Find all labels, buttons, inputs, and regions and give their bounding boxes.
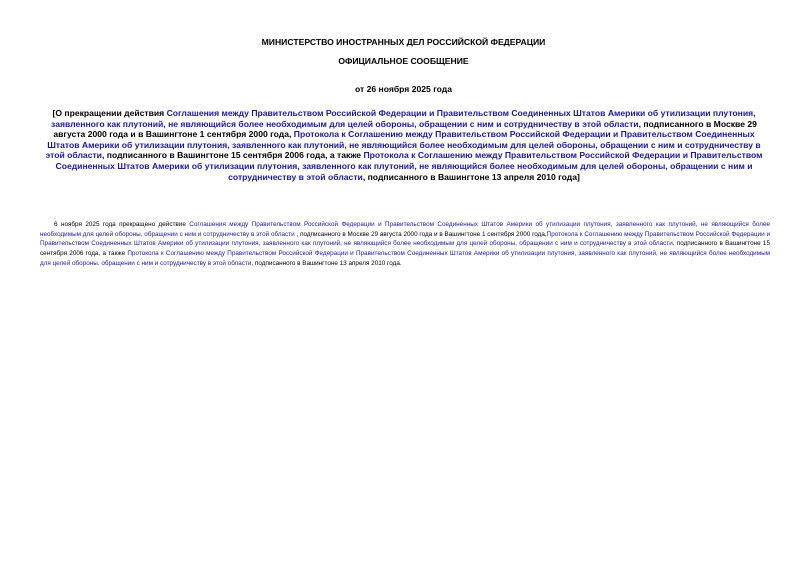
ministry-name: МИНИСТЕРСТВО ИНОСТРАННЫХ ДЕЛ РОССИЙСКОЙ ФЕДЕРАЦИИ bbox=[261, 37, 546, 47]
protocol-2010-link[interactable]: Протокола к Соглашению между Правительством Российской Федерации и Правительством Соединенных Штатов Америки об утилизации плутония, заявленного как плутоний, не являющийся более необходимым для целей обороны, обращении с ним и сотрудничеству в этой области bbox=[55, 150, 763, 182]
body-text: , подписанного в Вашингтоне 13 апреля 2010 года. bbox=[251, 259, 402, 267]
heading-text: , подписанного в Москве 29 августа 2000 года и в Вашингтоне 1 сентября 2000 года, bbox=[53, 118, 757, 140]
agreement-link[interactable]: Соглашения между Правительством Российской Федерации и Правительством Соединенных Штатов Америки об утилизации плутония, заявленного как плутоний, не являющийся более необходимым для целей обороны, обращении с ним и сотрудничеству в этой области bbox=[40, 221, 770, 238]
protocol-2006-link[interactable]: Протокола к Соглашению между Правительством Российской Федерации и Правительством Соединенных Штатов Америки об утилизации плутония, заявленного как плутоний, не являющийся более необходимым для целей обороны, обращении с ним и сотрудничеству в этой области bbox=[45, 129, 761, 161]
body-text: , подписанного в Вашингтоне 15 сентября 2006 года, а также bbox=[40, 240, 770, 258]
body-text: , подписанного в Москве 29 августа 2000 года и в Вашингтоне 1 сентября 2000 года, bbox=[294, 230, 547, 238]
protocol-2006-link[interactable]: Протокола к Соглашению между Правительством Российской Федерации и Правительством Соединенных Штатов Америки об утилизации плутония, заявленного как плутоний, не являющийся более необходимым для целей обороны, обращении с ним и сотрудничеству в этой области bbox=[40, 230, 770, 248]
document-title: ОФИЦИАЛЬНОЕ СООБЩЕНИЕ bbox=[338, 56, 469, 66]
document-date: от 26 ноября 2025 года bbox=[354, 84, 453, 94]
heading-text: , подписанного в Вашингтоне 13 апреля 2010 года] bbox=[362, 171, 580, 182]
protocol-2010-link[interactable]: Протокола к Соглашению между Правительством Российской Федерации и Правительством Соединенных Штатов Америки об утилизации плутония, заявленного как плутоний, не являющийся более необходимым для целей обороны, обращении с ним и сотрудничеству в этой области bbox=[40, 250, 770, 267]
heading-text: , подписанного в Вашингтоне 15 сентября 2006 года, а также bbox=[101, 150, 364, 161]
document-heading bbox=[38, 108, 770, 182]
document-body bbox=[40, 220, 770, 269]
heading-text: [О прекращении действия bbox=[52, 108, 167, 118]
body-text: 6 ноября 2025 года прекращено действие bbox=[54, 221, 190, 228]
agreement-link[interactable]: Соглашения между Правительством Российской Федерации и Правительством Соединенных Штатов Америки об утилизации плутония, заявленного как плутоний, не являющийся более необходимым для целей обороны, обращении с ним и сотрудничеству в этой области bbox=[51, 108, 756, 129]
